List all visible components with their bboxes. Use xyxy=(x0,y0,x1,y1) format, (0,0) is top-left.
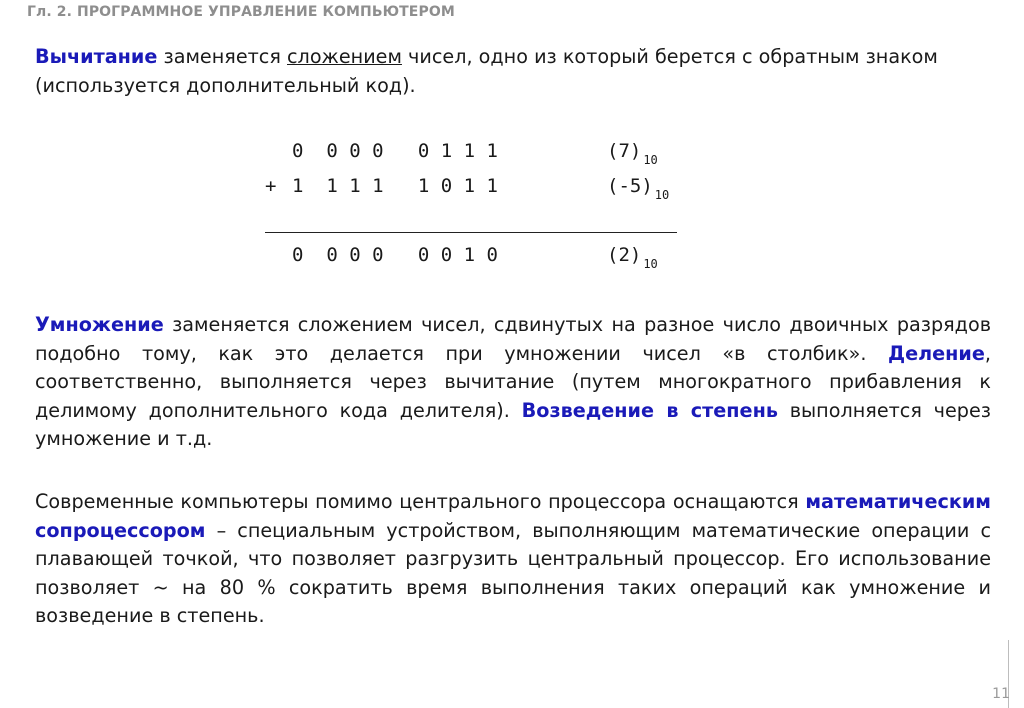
coprocessor-text-2: – специальным устройством, выполняющим математические операции с плавающей точкой, что позволяет разгрузить центральный процессор. Его использование позволяет ~ на 80 % сократить время выполнения таких операций как умножение и возведение в степень. xyxy=(35,518,991,627)
term-addition-underlined: сложением xyxy=(287,45,402,68)
calc-bits: 0 0 0 0 0 1 1 1 xyxy=(292,140,498,162)
calc-row-operand-1 xyxy=(262,140,658,168)
subtraction-text-2: чисел, одно из который берется с обратным знаком (используется дополнительный код). xyxy=(35,45,938,97)
calc-bits: 1 1 1 1 1 0 1 1 xyxy=(292,175,498,197)
calc-operator xyxy=(265,244,276,266)
sum-divider-line xyxy=(265,232,677,233)
multiplication-paragraph xyxy=(35,311,991,454)
calc-decimal xyxy=(607,140,658,167)
calc-decimal xyxy=(607,244,658,271)
decimal-value: (2) xyxy=(607,244,642,266)
decimal-value: (7) xyxy=(607,140,642,162)
calc-row-operand-2 xyxy=(262,175,670,203)
coprocessor-text-1: Современные компьютеры помимо центрального процессора оснащаются xyxy=(35,490,806,513)
calc-operator: + xyxy=(265,175,277,197)
term-division: Деление xyxy=(888,341,985,365)
multiplication-text-3: выполняется через умножение и т.д. xyxy=(35,398,991,450)
page-number: 11 xyxy=(992,686,1010,702)
multiplication-text-2: , соответственно, выполняется через вычитание (путем многократного прибавления к делимому дополнительного кода делителя). xyxy=(35,341,991,422)
calc-decimal xyxy=(607,175,669,202)
decimal-base: 10 xyxy=(643,153,658,167)
subtraction-text-1: заменяется xyxy=(157,45,287,68)
term-multiplication: Умножение xyxy=(35,313,164,336)
subtraction-paragraph xyxy=(35,43,991,100)
calc-operator xyxy=(265,140,276,162)
multiplication-text-1: заменяется сложением чисел, сдвинутых на разное число двоичных разрядов подобно тому, как это делается при умножении чисел «в столбик». xyxy=(35,313,991,365)
calc-bits: 0 0 0 0 0 0 1 0 xyxy=(292,244,498,266)
calc-row-result xyxy=(262,244,658,272)
chapter-header: Гл. 2. ПРОГРАММНОЕ УПРАВЛЕНИЕ КОМПЬЮТЕРОМ xyxy=(27,4,455,20)
decimal-base: 10 xyxy=(654,188,670,202)
term-subtraction: Вычитание xyxy=(35,45,158,68)
term-exponentiation: Возведение в степень xyxy=(521,398,778,422)
decimal-base: 10 xyxy=(643,257,658,271)
term-coprocessor: математическим сопроцессором xyxy=(35,490,991,542)
coprocessor-paragraph xyxy=(35,488,991,631)
decimal-value: (-5) xyxy=(607,175,653,197)
binary-addition-example xyxy=(262,140,682,280)
